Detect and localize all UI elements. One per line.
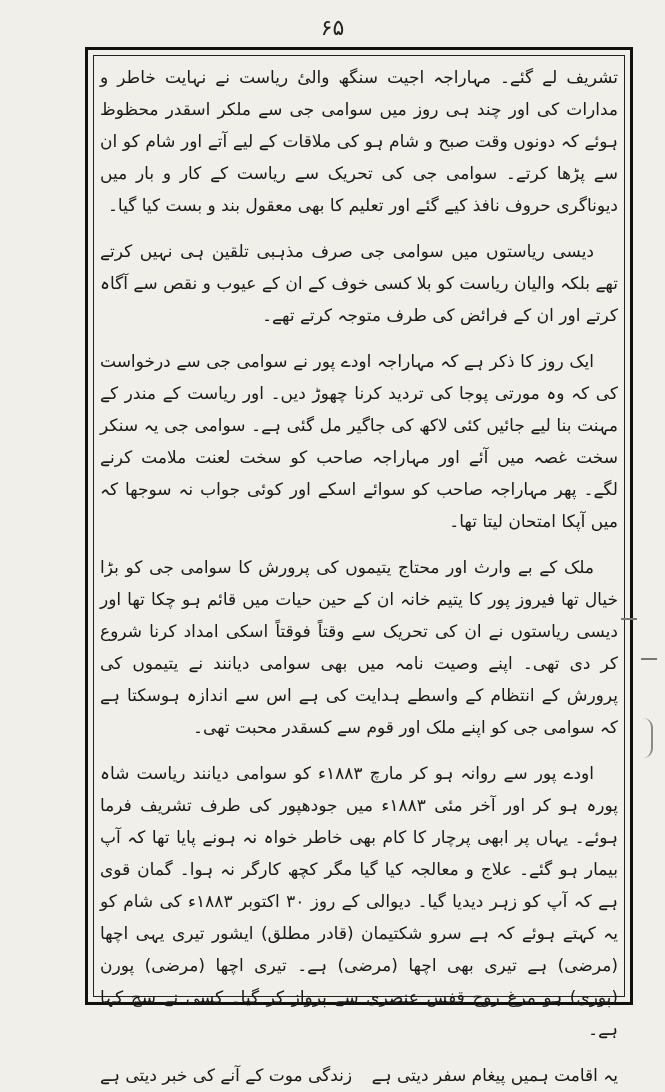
page-body bbox=[100, 62, 618, 1086]
margin-pencil-mark bbox=[641, 652, 657, 660]
paragraph-5: اودے پور سے روانہ ہو کر مارچ ۱۸۸۳ء کو سوامی دیانند ریاست شاہ پورہ ہو کر اور آخر مئی ۱۸۸۳ء میں جودھپور کی طرف تشریف فرما ہوئے۔ یہاں پر ابھی پرچار کا کام بھی خاطر خواہ نہ ہونے پایا تھا کہ آپ بیمار ہو گئے۔ علاج و معالجہ کیا گیا مگر کچھ کارگر نہ ہوا۔ گمان قوی ہے کہ آپ کو زہر دیدیا گیا۔ دیوالی کے روز ۳۰ اکتوبر ۱۸۸۳ء کی شام کو یہ کہتے ہوئے کہ ہے سرو شکتیمان (قادر مطلق) ایشور تیری یہی اچھا (مرضی) ہے تیری بھی اچھا (مرضی) ہے۔ تیری اچھا (مرضی) پورن (پوری) ہو مرغ روح قفس عنصری سے پرواز کر گیا۔ کسی نے سچ کہا ہے۔ bbox=[100, 764, 618, 1040]
margin-pencil-mark bbox=[621, 612, 637, 620]
margin-bracket-mark bbox=[643, 718, 653, 758]
couplet-second-line: زندگی موت کے آنے کی خبر دیتی ہے bbox=[100, 1066, 353, 1086]
paragraph-3: ایک روز کا ذکر ہے کہ مہاراجہ اودے پور نے سوامی جی سے درخواست کی کہ وہ مورتی پوجا کی تردید کرنا چھوڑ دیں۔ اور ریاست کے مندر کے مہنت بنا لیے جائیں کئی لاکھ کی جاگیر مل گئی ہے۔ سوامی جی یہ سنکر سخت غصہ میں آئے اور مہاراجہ صاحب کو سخت لعنت ملامت کرنے لگے۔ پھر مہاراجہ صاحب کو سوائے اسکے اور کوئی جواب نہ سوجھا کہ میں آپکا امتحان لیتا تھا۔ bbox=[100, 352, 618, 532]
paragraph-4: ملک کے بے وارث اور محتاج یتیموں کی پرورش کا سوامی جی کو بڑا خیال تھا فیروز پور کا یتیم خانہ ان کے حین حیات میں قائم ہو چکا تھا اور دیسی ریاستوں نے ان کی تحریک سے وقتاً فوقتاً اسکی امداد کرنا شروع کر دی تھی۔ اپنے وصیت نامہ میں بھی سوامی دیانند نے یتیموں کی پرورش کے انتظام کے واسطے ہدایت کی ہے اس سے اندازہ ہوسکتا ہے کہ سوامی جی کو اپنے ملک اور قوم سے کسقدر محبت تھی۔ bbox=[100, 558, 618, 738]
couplet-first-line: یہ اقامت ہمیں پیغام سفر دیتی ہے bbox=[371, 1066, 618, 1086]
paragraph-2: دیسی ریاستوں میں سوامی جی صرف مذہبی تلقین ہی نہیں کرتے تھے بلکہ والیان ریاست کو بلا کسی خوف کے ان کے عیوب و نقص سے آگاہ کرتے اور ان کے فرائض کی طرف متوجہ کرتے تھے۔ bbox=[100, 242, 618, 326]
page-number: ۶۵ bbox=[320, 16, 345, 41]
poetry-couplet bbox=[100, 1060, 618, 1092]
paragraph-1: تشریف لے گئے۔ مہاراجہ اجیت سنگھ والیٔ ریاست نے نہایت خاطر و مدارات کی اور چند ہی روز میں سوامی جی سے ملکر اسقدر محظوظ ہوئے کہ دونوں وقت صبح و شام ہو کی ملاقات کے لیے آتے اور شام کو ان سے پڑھا کرتے۔ سوامی جی کی تحریک سے ریاست کے کار و بار میں دیوناگری حروف نافذ کیے گئے اور تعلیم کا بھی معقول بند و بست کیا گیا۔ bbox=[100, 68, 618, 216]
